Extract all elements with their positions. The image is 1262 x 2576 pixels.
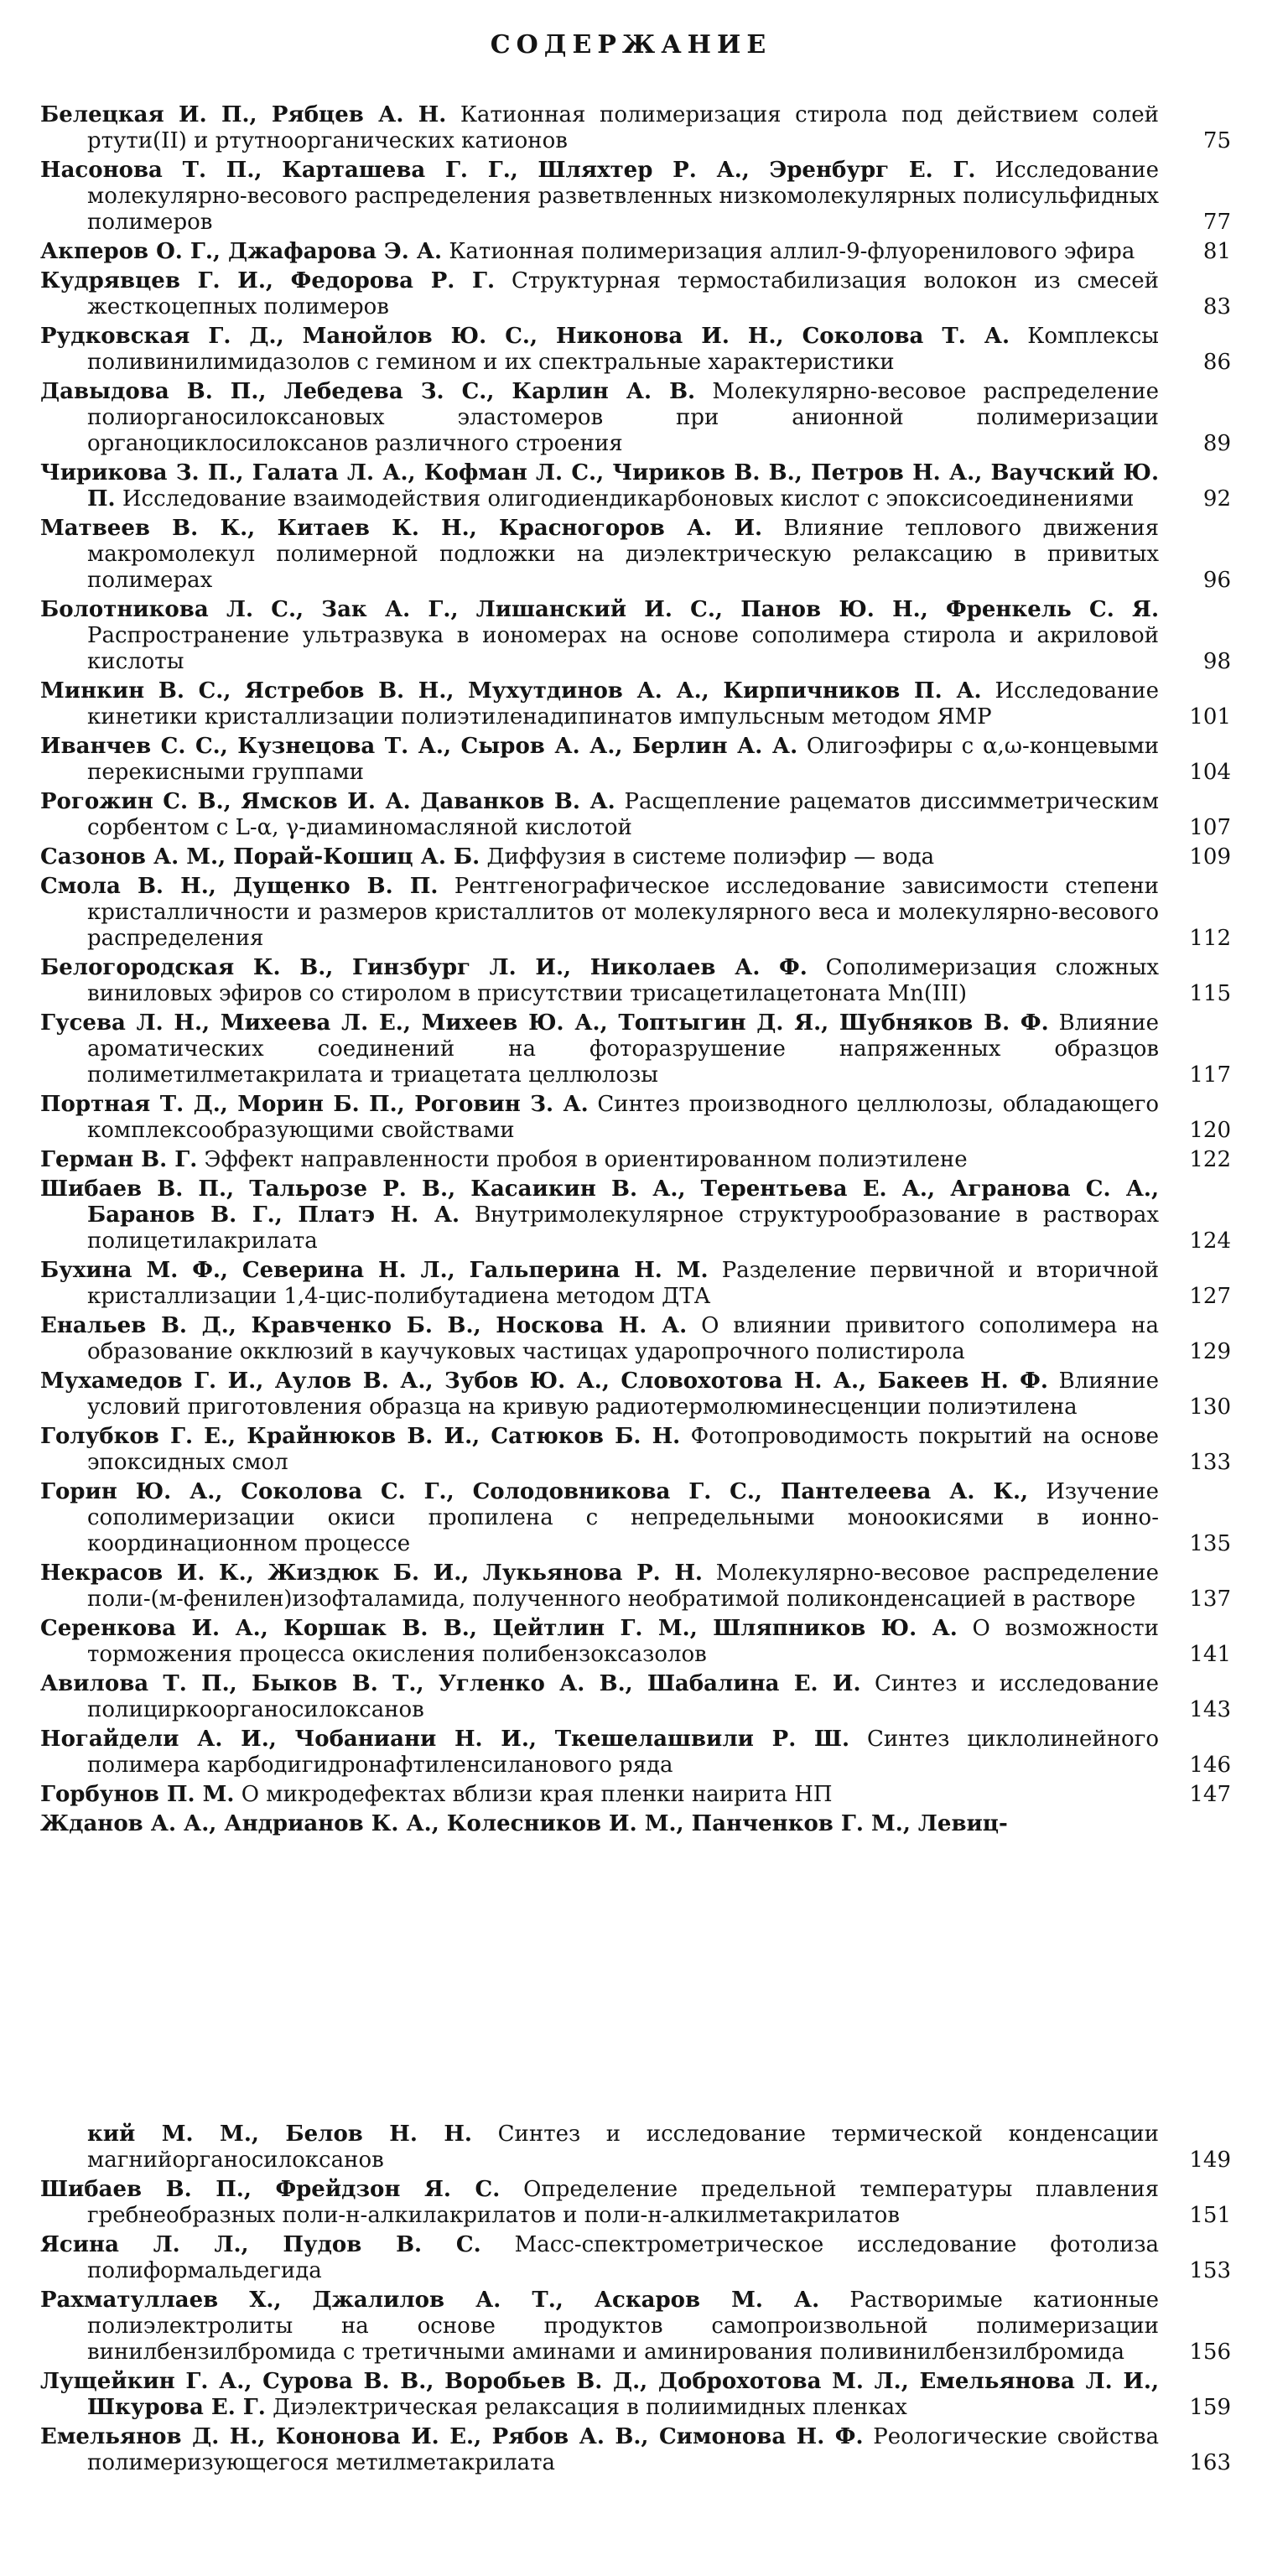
toc-entry [40, 1368, 1231, 1420]
entry-authors: Горбунов П. М. [40, 1782, 235, 1807]
toc-entry [40, 268, 1231, 320]
entry-page-number: 130 [1189, 1394, 1231, 1420]
entry-page-number: 137 [1189, 1587, 1231, 1612]
entry-authors: Голубков Г. Е., Крайнюков В. И., Сатюков Б. Н. [40, 1424, 681, 1449]
entry-title: Диффузия в системе полиэфир — вода [486, 844, 935, 870]
toc-entry-text [40, 844, 1159, 870]
toc-entry [40, 516, 1231, 594]
entry-title: Катионная полимеризация стирола под действием солей ртути(II) и ртутноорганических катионов [87, 102, 1159, 153]
toc-entry [40, 460, 1231, 512]
entry-authors: Портная Т. Д., Морин Б. П., Роговин З. А. [40, 1092, 589, 1117]
entry-title: Влияние условий приготовления образца на кривую радиотермолюминесценции полиэтилена [87, 1368, 1159, 1420]
entry-title: Исследование кинетики кристаллизации полиэтиленадипинатов импульсным методом ЯМР [87, 678, 1159, 730]
toc-entry-text [40, 2177, 1159, 2229]
entry-page-number: 120 [1189, 1118, 1231, 1143]
entry-authors: Емельянов Д. Н., Кононова И. Е., Рябов А. В., Симонова Н. Ф. [40, 2424, 864, 2449]
toc-entry-text [40, 1010, 1159, 1088]
entry-title: Влияние ароматических соединений на фоторазрушение напряженных образцов полиметилметакрилата и триацетата целлюлозы [87, 1010, 1159, 1088]
toc-entry [40, 1782, 1231, 1808]
entry-authors: Шибаев В. П., Тальрозе Р. В., Касаикин В. А., Терентьева Е. А., Агранова С. А., Баранов В. Г., Платэ Н. А. [40, 1176, 1159, 1228]
entry-authors: Минкин В. С., Ястребов В. Н., Мухутдинов А. А., Кирпичников П. А. [40, 678, 982, 704]
toc-entry-text [40, 1424, 1159, 1476]
entry-page-number: 107 [1189, 815, 1231, 840]
entry-page-number: 143 [1189, 1697, 1231, 1722]
toc-entry [40, 1176, 1231, 1254]
toc-entry-text [40, 1671, 1159, 1723]
toc-entry [40, 2424, 1231, 2476]
entry-title: Молекулярно-весовое распределение поли-(м-фенилен)изофталамида, полученного необратимой поликонденсацией в растворе [87, 1561, 1159, 1612]
toc-entry-text [40, 1258, 1159, 1310]
toc-entry [40, 239, 1231, 265]
toc-entry [40, 2288, 1231, 2366]
entry-authors: Гусева Л. Н., Михеева Л. Е., Михеев Ю. А., Топтыгин Д. Я., Шубняков В. Ф. [40, 1010, 1049, 1036]
entry-title: Катионная полимеризация аллил-9-флуоренилового эфира [449, 239, 1135, 264]
entry-authors: Смола В. Н., Дущенко В. П. [40, 874, 439, 899]
toc-entry [40, 678, 1231, 730]
toc-entry-text [40, 1313, 1159, 1365]
entry-page-number: 124 [1189, 1228, 1231, 1254]
toc-entry-text [40, 1479, 1159, 1557]
toc-entry [40, 1424, 1231, 1476]
toc-entry-text [40, 1092, 1159, 1144]
toc-entry [40, 1313, 1231, 1365]
toc-entry [40, 1258, 1231, 1310]
entry-authors: Матвеев В. К., Китаев К. Н., Красногоров А. И. [40, 516, 763, 541]
entry-authors: Серенкова И. А., Коршак В. В., Цейтлин Г. М., Шляпников Ю. А. [40, 1616, 958, 1641]
toc-entry-text [40, 1782, 1159, 1808]
toc-entry [40, 2122, 1231, 2174]
toc-entry [40, 874, 1231, 952]
entry-title: Внутримолекулярное структурообразование в растворах полицетилакрилата [87, 1202, 1159, 1254]
entry-page-number: 96 [1202, 568, 1231, 593]
toc-entry-text [40, 1811, 1159, 1837]
entry-title: Диэлектрическая релаксация в полиимидных пленках [273, 2395, 907, 2420]
entry-page-number: 122 [1189, 1147, 1231, 1172]
toc-entry-text [40, 324, 1159, 376]
toc-entry [40, 1727, 1231, 1779]
toc-entry-text [40, 874, 1159, 952]
entry-page-number: 89 [1202, 431, 1231, 456]
toc-entry-text [40, 1147, 1159, 1173]
toc-entry [40, 1561, 1231, 1613]
entry-page-number: 81 [1202, 239, 1231, 264]
toc-entry [40, 1010, 1231, 1088]
toc-entry [40, 379, 1231, 457]
entry-authors: Давыдова В. П., Лебедева З. С., Карлин А. В. [40, 379, 696, 404]
entry-authors: Горин Ю. А., Соколова С. Г., Солодовникова Г. С., Пантелеева А. К., [40, 1479, 1029, 1504]
toc-entry-text [40, 2424, 1159, 2476]
toc-entry [40, 2177, 1231, 2229]
entry-title: Масс-спектрометрическое исследование фотолиза полиформальдегида [87, 2232, 1159, 2283]
entry-title: Расщепление рацематов диссимметрическим сорбентом с L-α, γ-диаминомасляной кислотой [87, 789, 1159, 840]
entry-title: Комплексы поливинилимидазолов с гемином и их спектральные характеристики [87, 324, 1160, 375]
toc-entry-text [40, 789, 1159, 841]
entry-title: Синтез и исследование полициркоорганосилоксанов [87, 1671, 1160, 1722]
entry-page-number: 135 [1189, 1531, 1231, 1556]
toc-entry-text [40, 2232, 1159, 2284]
entry-page-number: 149 [1189, 2148, 1231, 2173]
toc-entry [40, 102, 1231, 154]
entry-title: Исследование взаимодействия олигодиендикарбоновых кислот с эпоксисоединениями [122, 486, 1135, 512]
entry-authors: Насонова Т. П., Карташева Г. Г., Шляхтер Р. А., Эренбург Е. Г. [40, 158, 976, 183]
entry-title: Синтез циклолинейного полимера карбодигидронафтиленсиланового ряда [87, 1727, 1159, 1778]
entry-page-number: 115 [1189, 981, 1231, 1006]
entry-title: О влиянии привитого сополимера на образование окклюзий в каучуковых частицах ударопрочного полистирола [87, 1313, 1159, 1364]
toc-entry [40, 324, 1231, 376]
entry-authors: Чирикова З. П., Галата Л. А., Кофман Л. С., Чириков В. В., Петров Н. А., Ваучский Ю. П. [40, 460, 1159, 512]
entry-title: Сополимеризация сложных виниловых эфиров со стиролом в присутствии трисацетилацетоната Mn(III) [87, 955, 1159, 1006]
entry-authors: Некрасов И. К., Жиздюк Б. И., Лукьянова Р. Н. [40, 1561, 703, 1586]
toc-entry-text [40, 1727, 1159, 1779]
entry-page-number: 147 [1189, 1782, 1231, 1807]
entry-authors: Лущейкин Г. А., Сурова В. В., Воробьев В. Д., Доброхотова М. Л., Емельянова Л. И., Шкурова Е. Г. [40, 2369, 1159, 2420]
entry-page-number: 117 [1189, 1062, 1231, 1088]
entry-title: О микродефектах вблизи края пленки наирита НП [241, 1782, 833, 1807]
entry-page-number: 163 [1189, 2450, 1231, 2475]
entry-page-number: 133 [1189, 1450, 1231, 1475]
entry-title: Синтез производного целлюлозы, обладающего комплексообразующими свойствами [87, 1092, 1159, 1143]
toc-entry-text [40, 1561, 1159, 1613]
entry-title: Распространение ультразвука в иономерах на основе сополимера стирола и акриловой кислоты [87, 623, 1159, 674]
toc-entry [40, 2232, 1231, 2284]
entry-authors: Белогородская К. В., Гинзбург Л. И., Николаев А. Ф. [40, 955, 808, 980]
entry-title: Фотопроводимость покрытий на основе эпоксидных смол [87, 1424, 1160, 1475]
toc-entry [40, 1092, 1231, 1144]
entry-title: Синтез и исследование термической конденсации магнийорганосилоксанов [87, 2122, 1160, 2173]
entry-title: Разделение первичной и вторичной кристаллизации 1,4-цис-полибутадиена методом ДТА [87, 1258, 1160, 1309]
toc-entry-text [40, 955, 1159, 1007]
entry-title: Рентгенографическое исследование зависимости степени кристалличности и размеров кристаллитов от молекулярного веса и молекулярно-весового распределения [87, 874, 1159, 951]
entry-title: Определение предельной температуры плавления гребнеобразных поли-н-алкилакрилатов и поли-н-алкилметакрилатов [87, 2177, 1160, 2228]
entry-page-number: 129 [1189, 1339, 1231, 1364]
toc-entry-text [40, 379, 1159, 457]
entry-authors: Герман В. Г. [40, 1147, 198, 1172]
entry-page-number: 75 [1202, 128, 1231, 153]
entry-authors: Шибаев В. П., Фрейдзон Я. С. [40, 2177, 501, 2202]
entry-authors: Рахматуллаев Х., Джалилов А. Т., Аскаров М. А. [40, 2288, 820, 2313]
toc-entry [40, 597, 1231, 675]
entry-title: Реологические свойства полимеризующегося метилметакрилата [87, 2424, 1159, 2475]
toc-entry [40, 844, 1231, 870]
entry-page-number: 156 [1189, 2340, 1231, 2365]
toc-entry-text [40, 268, 1159, 320]
toc-entry-text [40, 2288, 1159, 2366]
entry-page-number: 153 [1189, 2258, 1231, 2283]
entry-authors: Ногайдели А. И., Чобаниани Н. И., Ткешелашвили Р. Ш. [40, 1727, 849, 1752]
toc-entry-text [40, 1368, 1159, 1420]
toc-entry-text [40, 102, 1159, 154]
entry-page-number: 127 [1189, 1284, 1231, 1309]
toc-entry [40, 789, 1231, 841]
toc-list [40, 102, 1231, 1841]
entry-title: Изучение сополимеризации окиси пропилена с непредельными моноокисями в ионно-координационном процессе [87, 1479, 1159, 1556]
toc-entry-text [40, 516, 1159, 594]
entry-title: Эффект направленности пробоя в ориентированном полиэтилене [204, 1147, 968, 1172]
entry-authors: Рогожин С. В., Ямсков И. А. Даванков В. А. [40, 789, 615, 814]
toc-entry [40, 158, 1231, 236]
page-title: СОДЕРЖАНИЕ [490, 30, 772, 60]
entry-authors: Болотникова Л. С., Зак А. Г., Лишанский И. С., Панов Ю. Н., Френкель С. Я. [40, 597, 1159, 622]
entry-title: Структурная термостабилизация волокон из смесей жесткоцепных полимеров [87, 268, 1159, 319]
entry-page-number: 141 [1189, 1642, 1231, 1667]
toc-entry-text [40, 734, 1159, 786]
toc-entry-text [40, 1616, 1159, 1668]
entry-page-number: 86 [1202, 350, 1231, 375]
toc-entry [40, 955, 1231, 1007]
entry-authors: Белецкая И. П., Рябцев А. Н. [40, 102, 447, 127]
toc-entry-text [40, 239, 1159, 265]
entry-title: О возможности торможения процесса окисления полибензоксазолов [87, 1616, 1159, 1667]
toc-entry [40, 1147, 1231, 1173]
toc-entry [40, 1811, 1231, 1837]
entry-page-number: 112 [1189, 926, 1231, 951]
toc-entry-text [40, 1176, 1159, 1254]
entry-title: Влияние теплового движения макромолекул полимерной подложки на диэлектрическую релаксацию в привитых полимерах [87, 516, 1160, 593]
entry-page-number: 159 [1189, 2395, 1231, 2420]
entry-authors: Иванчев С. С., Кузнецова Т. А., Сыров А. А., Берлин А. А. [40, 734, 798, 759]
entry-page-number: 77 [1202, 210, 1231, 235]
entry-title: Олигоэфиры с α,ω-концевыми перекисными группами [87, 734, 1160, 785]
entry-page-number: 101 [1189, 704, 1231, 730]
toc-entry-text [40, 2369, 1159, 2421]
entry-page-number: 146 [1189, 1753, 1231, 1778]
toc-entry [40, 1671, 1231, 1723]
toc-entry [40, 1479, 1231, 1557]
entry-page-number: 98 [1202, 649, 1231, 674]
entry-page-number: 104 [1189, 760, 1231, 785]
toc-entry-text [40, 597, 1159, 675]
entry-authors: Рудковская Г. Д., Манойлов Ю. С., Никонова И. Н., Соколова Т. А. [40, 324, 1010, 349]
toc-entry [40, 734, 1231, 786]
toc-entry-text [40, 678, 1159, 730]
entry-page-number: 151 [1189, 2203, 1231, 2228]
entry-authors: кий М. М., Белов Н. Н. [87, 2122, 472, 2147]
entry-title: Молекулярно-весовое распределение полиорганосилоксановых эластомеров при анионной полимеризации органоциклосилоксанов различного строения [87, 379, 1159, 456]
entry-authors: Авилова Т. П., Быков В. Т., Угленко А. В., Шабалина Е. И. [40, 1671, 861, 1696]
entry-authors: Жданов А. А., Андрианов К. А., Колесников И. М., Панченков Г. М., Левиц- [40, 1811, 1008, 1836]
toc-entry-text [40, 158, 1159, 236]
toc-list-continued [40, 2122, 1231, 2480]
entry-authors: Кудрявцев Г. И., Федорова Р. Г. [40, 268, 496, 293]
entry-authors: Бухина М. Ф., Северина Н. Л., Гальперина Н. М. [40, 1258, 709, 1283]
entry-authors: Сазонов А. М., Порай-Кошиц А. Б. [40, 844, 480, 870]
toc-entry-text [40, 2122, 1159, 2174]
entry-authors: Ясина Л. Л., Пудов В. С. [40, 2232, 481, 2257]
toc-entry [40, 1616, 1231, 1668]
entry-title: Исследование молекулярно-весового распределения разветвленных низкомолекулярных полисульфидных полимеров [87, 158, 1160, 235]
toc-entry-text [40, 460, 1159, 512]
entry-page-number: 83 [1202, 294, 1231, 319]
entry-authors: Мухамедов Г. И., Аулов В. А., Зубов Ю. А., Словохотова Н. А., Бакеев Н. Ф. [40, 1368, 1048, 1394]
entry-authors: Акперов О. Г., Джафарова Э. А. [40, 239, 443, 264]
entry-title: Растворимые катионные полиэлектролиты на основе продуктов самопроизвольной полимеризации винилбензилбромида с третичными аминами и аминирования поливинилбензилбромида [87, 2288, 1159, 2365]
entry-authors: Енальев В. Д., Кравченко Б. В., Носкова Н. А. [40, 1313, 688, 1338]
entry-page-number: 92 [1202, 486, 1231, 512]
toc-entry [40, 2369, 1231, 2421]
entry-page-number: 109 [1189, 844, 1231, 870]
